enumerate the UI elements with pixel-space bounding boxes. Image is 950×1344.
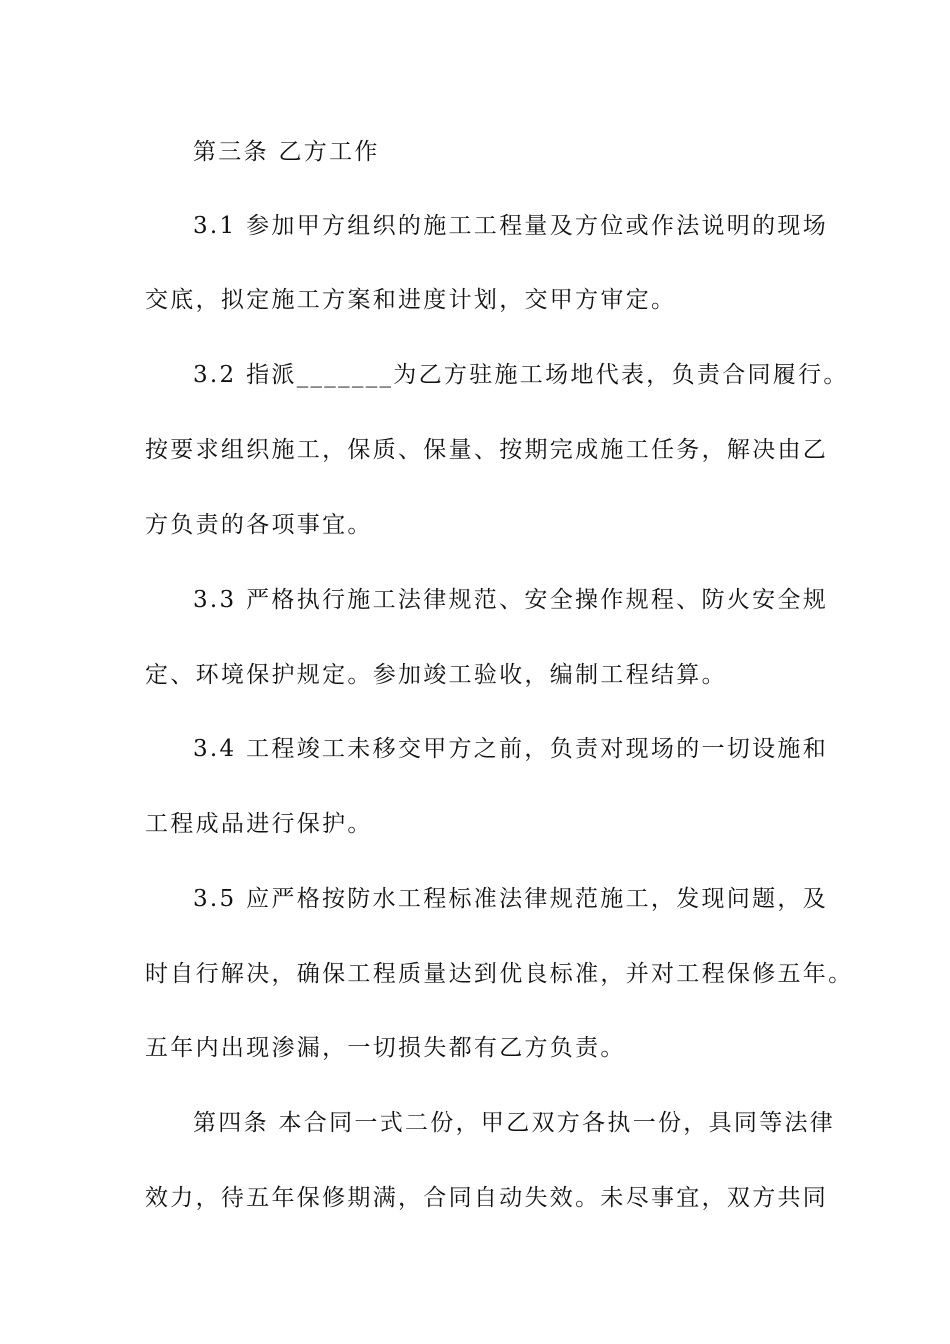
clause-3-4-line-2: 工程成品进行保护。 (145, 811, 373, 837)
article-4-line-2: 效力，待五年保修期满，合同自动失效。未尽事宜，双方共同 (145, 1185, 829, 1211)
clause-3-2-line-2: 按要求组织施工，保质、保量、按期完成施工任务，解决由乙 (145, 437, 829, 463)
clause-3-3-line-1: 3.3 严格执行施工法律规范、安全操作规程、防火安全规 (193, 587, 828, 613)
clause-3-5-line-1: 3.5 应严格按防水工程标准法律规范施工，发现问题，及 (193, 886, 828, 912)
article-3-heading: 第三条 乙方工作 (193, 139, 380, 165)
article-4-line-1: 第四条 本合同一式二份，甲乙双方各执一份，具同等法律 (193, 1110, 836, 1136)
clause-3-5-line-3: 五年内出现渗漏，一切损失都有乙方负责。 (145, 1035, 626, 1061)
clause-3-1-line-1: 3.1 参加甲方组织的施工工程量及方位或作法说明的现场 (193, 213, 828, 239)
clause-3-2-line-3: 方负责的各项事宜。 (145, 512, 373, 538)
clause-3-1-line-2: 交底，拟定施工方案和进度计划，交甲方审定。 (145, 287, 677, 313)
clause-3-2-line-1: 3.2 指派_______为乙方驻施工场地代表，负责合同履行。 (193, 362, 849, 388)
clause-3-4-line-1: 3.4 工程竣工未移交甲方之前，负责对现场的一切设施和 (193, 736, 828, 762)
clause-3-5-line-2: 时自行解决，确保工程质量达到优良标准，并对工程保修五年。 (145, 961, 854, 987)
clause-3-3-line-2: 定、环境保护规定。参加竣工验收，编制工程结算。 (145, 662, 727, 688)
